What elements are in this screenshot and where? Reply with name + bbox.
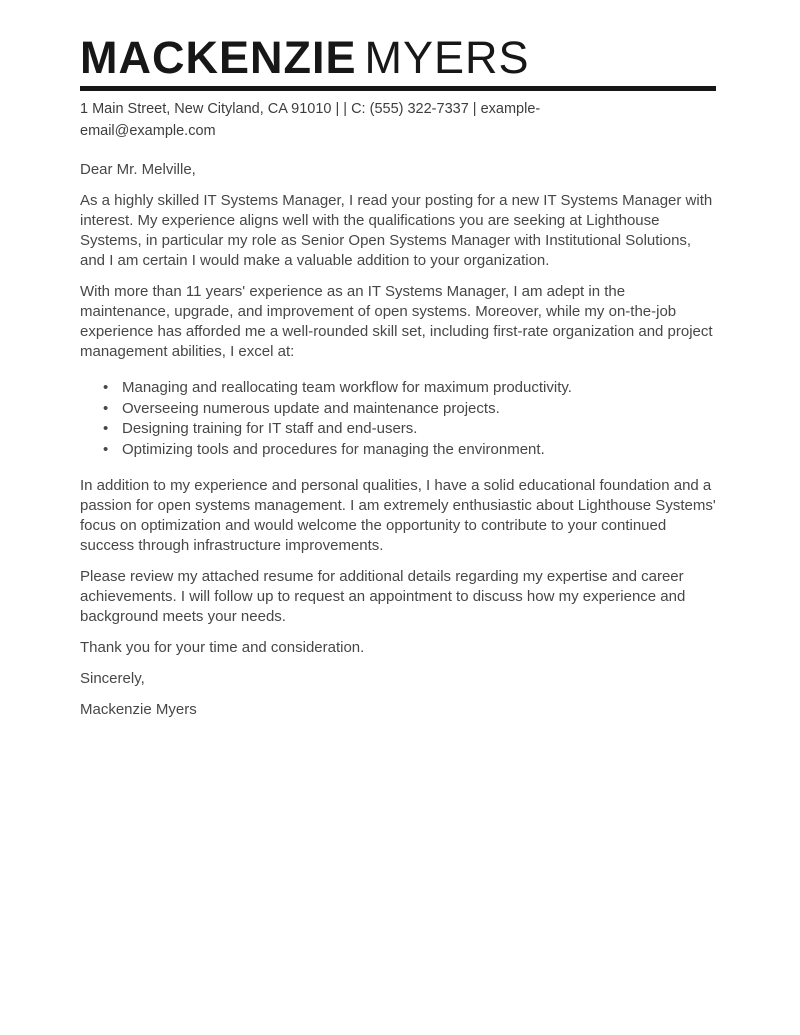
- contact-line-1: 1 Main Street, New Cityland, CA 91010 | | C: (555) 322-7337 | example-: [80, 101, 541, 118]
- candidate-first-name: MACKENZIE: [80, 32, 357, 83]
- paragraph-intro: As a highly skilled IT Systems Manager, I read your posting for a new IT Systems Manager with interest. My experience aligns well with the qualifications you are seeking at Lighthouse Systems, in particular my role as Senior Open Systems Manager with Institutional Solutions, and I am certain I would make a valuable addition to your organization.: [80, 192, 713, 270]
- paragraph-follow-up: Please review my attached resume for additional details regarding my expertise and career achievements. I will follow up to request an appointment to discuss how my experience and background meets your needs.: [80, 567, 686, 625]
- bullet-item: • Designing training for IT staff and end-users.: [122, 419, 716, 439]
- bullet-item: • Managing and reallocating team workflow for maximum productivity.: [122, 378, 716, 398]
- contact-line-2: email@example.com: [80, 123, 216, 140]
- salutation: Dear Mr. Melville,: [80, 161, 196, 179]
- paragraph-experience: With more than 11 years' experience as an IT Systems Manager, I am adept in the maintenance, upgrade, and improvement of open systems. Moreover, while my on-the-job experience has afforded me a well-rounded skill set, including first-rate organization and project management abilities, I excel at:: [80, 283, 713, 361]
- contact-info: [80, 98, 716, 142]
- letterhead: [80, 34, 716, 142]
- bullet-item: • Overseeing numerous update and maintenance projects.: [122, 399, 716, 419]
- signature-name: Mackenzie Myers: [80, 700, 197, 718]
- bullet-item: • Optimizing tools and procedures for managing the environment.: [122, 440, 716, 460]
- letter-body: [80, 160, 716, 720]
- candidate-name: [80, 34, 716, 81]
- signoff: Sincerely,: [80, 669, 145, 687]
- header-divider-rule: [80, 86, 716, 91]
- paragraph-education: In addition to my experience and personal qualities, I have a solid educational foundation and a passion for open systems management. I am extremely enthusiastic about Lighthouse Systems' focus on optimization and would welcome the opportunity to contribute to your continued success through infrastructure improvements.: [80, 476, 716, 554]
- skills-bullet-list: [80, 378, 716, 460]
- thank-you-line: Thank you for your time and consideration.: [80, 638, 365, 656]
- candidate-last-name: MYERS: [364, 32, 530, 83]
